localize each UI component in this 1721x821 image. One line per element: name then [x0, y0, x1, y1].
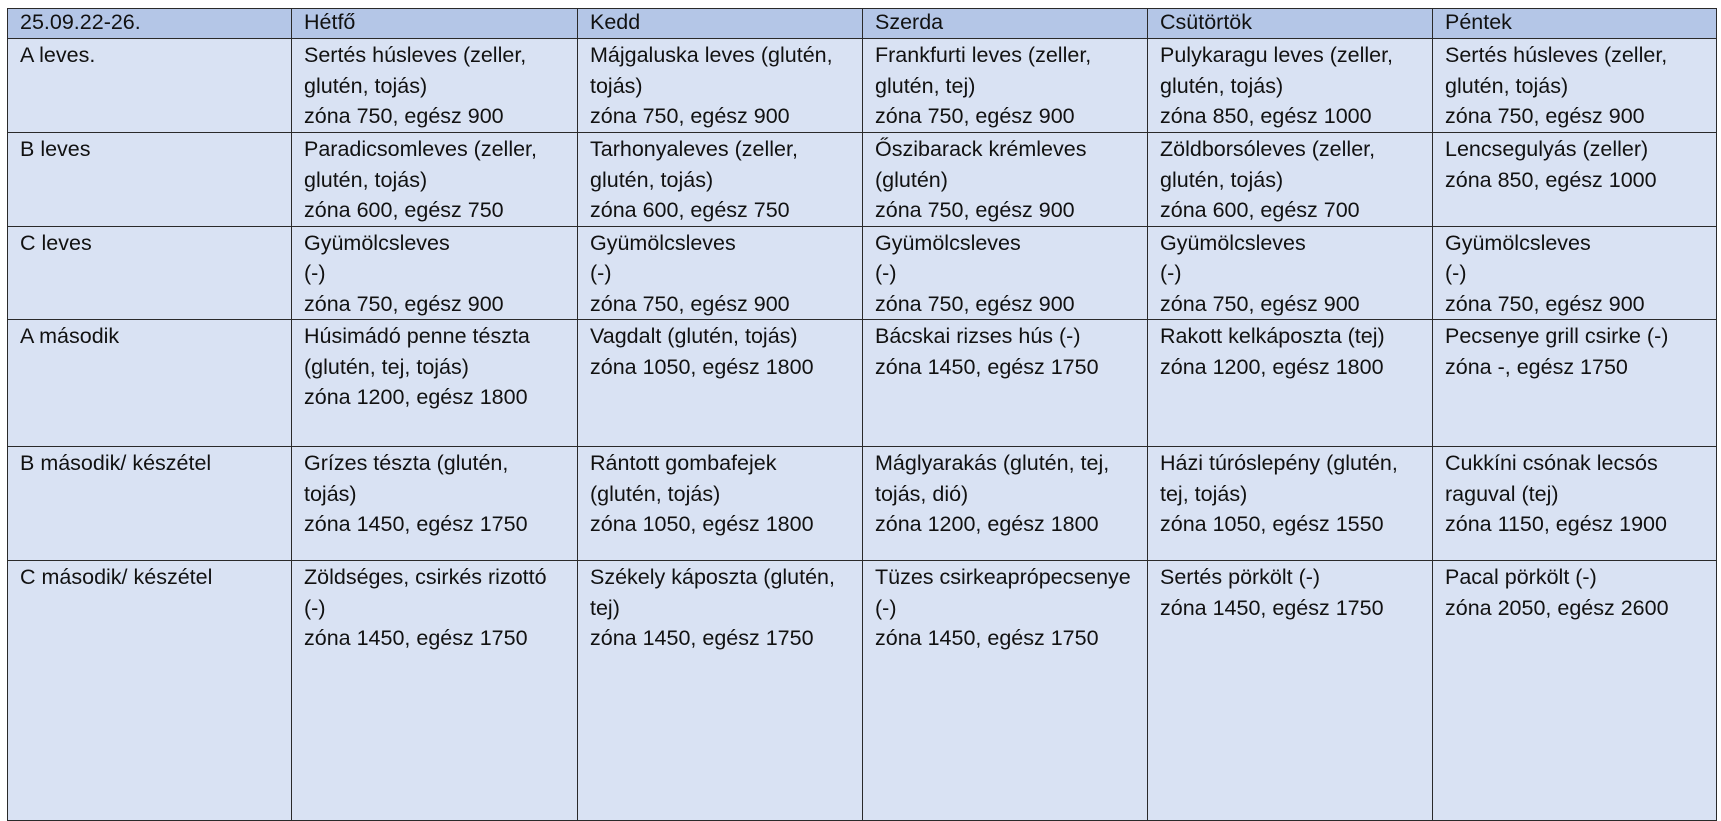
table-row: [8, 561, 1717, 821]
dish-price: zóna 750, egész 900: [875, 291, 1075, 316]
dish-name: Sertés pörkölt (-): [1160, 565, 1321, 589]
dish-name: Húsimádó penne tészta (glutén, tej, tojás): [304, 324, 530, 379]
dish-name: Gyümölcsleves: [1160, 230, 1306, 255]
dish-price: zóna 1050, egész 1550: [1160, 512, 1384, 536]
menu-cell-wednesday: [863, 447, 1148, 561]
table-row: [8, 133, 1717, 227]
dish-price: zóna 2050, egész 2600: [1445, 595, 1669, 620]
course-label: B leves: [8, 133, 292, 227]
course-label: B második/ készétel: [8, 447, 292, 561]
dish-name: Pacal pörkölt (-): [1445, 565, 1597, 589]
dish-price: zóna 1050, egész 1800: [590, 354, 814, 379]
week-date-header: 25.09.22-26.: [8, 9, 292, 39]
menu-cell-tuesday: [578, 447, 863, 561]
dish-name: Zöldséges, csirkés rizottó (-): [304, 565, 547, 620]
menu-cell-friday: [1433, 133, 1717, 227]
menu-cell-friday: [1433, 447, 1717, 561]
dish-name: Sertés húsleves (zeller, glutén, tojás): [1445, 43, 1668, 98]
dish-name: Gyümölcsleves: [1445, 230, 1591, 255]
dish-price: zóna 600, egész 750: [590, 198, 790, 222]
dish-price: zóna 750, egész 900: [1445, 291, 1645, 316]
menu-cell-tuesday: [578, 133, 863, 227]
dish-price: zóna 1050, egész 1800: [590, 512, 814, 536]
menu-cell-wednesday: [863, 320, 1148, 447]
dish-name: Paradicsomleves (zeller, glutén, tojás): [304, 137, 538, 192]
dish-name: Frankfurti leves (zeller, glutén, tej): [875, 43, 1092, 98]
menu-cell-thursday: [1148, 561, 1433, 821]
dish-allergens: (-): [304, 261, 326, 285]
dish-name: Sertés húsleves (zeller, glutén, tojás): [304, 43, 527, 98]
day-header-thursday: Csütörtök: [1148, 9, 1433, 39]
dish-name: Máglyarakás (glutén, tej, tojás, dió): [875, 451, 1110, 506]
menu-cell-monday: [292, 447, 578, 561]
dish-price: zóna 600, egész 700: [1160, 198, 1360, 222]
menu-cell-monday: [292, 39, 578, 133]
table-row: [8, 320, 1717, 447]
menu-cell-thursday: [1148, 39, 1433, 133]
day-header-wednesday: Szerda: [863, 9, 1148, 39]
menu-cell-tuesday: [578, 320, 863, 447]
dish-price: zóna 750, egész 900: [875, 198, 1075, 222]
dish-price: zóna 750, egész 900: [590, 291, 790, 316]
dish-name: Bácskai rizses hús (-): [875, 324, 1081, 348]
day-header-tuesday: Kedd: [578, 9, 863, 39]
dish-price: zóna 1450, egész 1750: [875, 354, 1099, 379]
dish-price: zóna 1200, egész 1800: [1160, 354, 1384, 379]
dish-price: zóna 850, egész 1000: [1160, 104, 1372, 128]
dish-name: Cukkíni csónak lecsós raguval (tej): [1445, 451, 1658, 506]
dish-price: zóna 1450, egész 1750: [304, 626, 528, 650]
menu-cell-monday: [292, 133, 578, 227]
dish-name: Tarhonyaleves (zeller, glutén, tojás): [590, 137, 798, 192]
dish-price: zóna 850, egész 1000: [1445, 167, 1657, 192]
dish-price: zóna 1450, egész 1750: [875, 626, 1099, 650]
dish-allergens: (-): [1160, 261, 1182, 285]
menu-cell-friday: [1433, 39, 1717, 133]
dish-name: Tüzes csirkeaprópecsenye (-): [875, 565, 1131, 620]
menu-cell-thursday: [1148, 447, 1433, 561]
menu-cell-thursday: [1148, 320, 1433, 447]
dish-allergens: (-): [590, 261, 612, 285]
menu-cell-wednesday: [863, 133, 1148, 227]
weekly-menu-table: [7, 8, 1717, 821]
menu-cell-wednesday: [863, 226, 1148, 320]
dish-price: zóna 750, egész 900: [875, 104, 1075, 128]
dish-name: Lencsegulyás (zeller): [1445, 137, 1649, 161]
dish-price: zóna 1200, egész 1800: [304, 385, 528, 409]
menu-cell-tuesday: [578, 561, 863, 821]
dish-price: zóna 750, egész 900: [304, 104, 504, 128]
dish-name: Pecsenye grill csirke (-): [1445, 324, 1669, 348]
menu-cell-monday: [292, 226, 578, 320]
dish-price: zóna 750, egész 900: [1160, 291, 1360, 316]
menu-table-body: [8, 39, 1717, 821]
table-row: [8, 226, 1717, 320]
dish-name: Vagdalt (glutén, tojás): [590, 324, 798, 348]
dish-price: zóna 750, egész 900: [1445, 104, 1645, 128]
dish-name: Rakott kelkáposzta (tej): [1160, 324, 1385, 348]
dish-price: zóna -, egész 1750: [1445, 354, 1628, 379]
dish-name: Gyümölcsleves: [304, 230, 450, 255]
dish-allergens: (-): [1445, 261, 1467, 285]
course-label: C leves: [8, 226, 292, 320]
dish-name: Gyümölcsleves: [875, 230, 1021, 255]
day-header-friday: Péntek: [1433, 9, 1717, 39]
dish-price: zóna 1200, egész 1800: [875, 512, 1099, 536]
dish-name: Házi túróslepény (glutén, tej, tojás): [1160, 451, 1398, 506]
menu-cell-tuesday: [578, 226, 863, 320]
menu-cell-friday: [1433, 320, 1717, 447]
menu-cell-wednesday: [863, 561, 1148, 821]
dish-allergens: (-): [875, 261, 897, 285]
table-row: [8, 447, 1717, 561]
dish-name: Grízes tészta (glutén, tojás): [304, 451, 509, 506]
menu-cell-thursday: [1148, 226, 1433, 320]
table-row: [8, 39, 1717, 133]
dish-price: zóna 600, egész 750: [304, 198, 504, 222]
dish-name: Zöldborsóleves (zeller, glutén, tojás): [1160, 137, 1376, 192]
dish-name: Májgaluska leves (glutén, tojás): [590, 43, 833, 98]
menu-cell-monday: [292, 320, 578, 447]
dish-price: zóna 1450, egész 1750: [590, 626, 814, 650]
course-label: A második: [8, 320, 292, 447]
dish-price: zóna 1150, egész 1900: [1445, 512, 1667, 536]
dish-name: Őszibarack krémleves (glutén): [875, 137, 1087, 192]
menu-cell-thursday: [1148, 133, 1433, 227]
dish-price: zóna 1450, egész 1750: [304, 512, 528, 536]
menu-cell-friday: [1433, 561, 1717, 821]
header-row: [8, 9, 1717, 39]
dish-price: zóna 750, egész 900: [590, 104, 790, 128]
menu-cell-wednesday: [863, 39, 1148, 133]
course-label: C második/ készétel: [8, 561, 292, 821]
menu-table-header: [8, 9, 1717, 39]
day-header-monday: Hétfő: [292, 9, 578, 39]
dish-price: zóna 1450, egész 1750: [1160, 595, 1384, 620]
course-label: A leves.: [8, 39, 292, 133]
dish-name: Gyümölcsleves: [590, 230, 736, 255]
dish-name: Rántott gombafejek (glutén, tojás): [590, 451, 777, 506]
menu-cell-monday: [292, 561, 578, 821]
menu-cell-friday: [1433, 226, 1717, 320]
dish-price: zóna 750, egész 900: [304, 291, 504, 316]
dish-name: Pulykaragu leves (zeller, glutén, tojás): [1160, 43, 1394, 98]
dish-name: Székely káposzta (glutén, tej): [590, 565, 835, 620]
menu-cell-tuesday: [578, 39, 863, 133]
